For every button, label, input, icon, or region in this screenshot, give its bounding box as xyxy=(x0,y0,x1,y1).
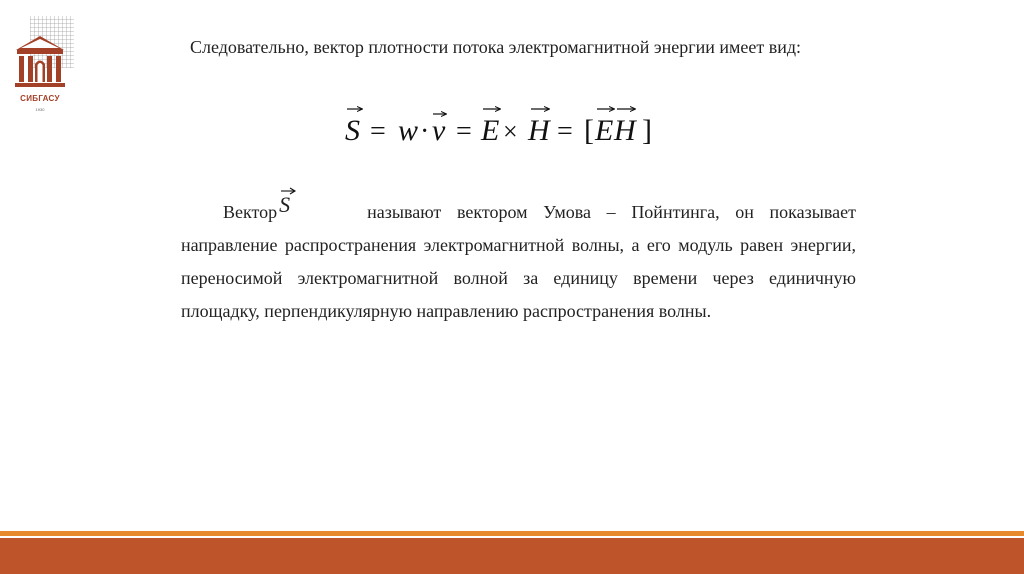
poynting-formula xyxy=(0,98,1024,158)
formula-eq-1: = xyxy=(370,116,386,147)
formula-w: w xyxy=(398,114,419,147)
first-word: Пойнтинга, xyxy=(631,202,720,222)
inline-vector-letter: S xyxy=(279,192,291,217)
first-word: – xyxy=(606,202,616,222)
paragraph-lead-word: Вектор xyxy=(223,202,278,222)
formula-v: v xyxy=(432,114,446,147)
formula-right-bracket: ] xyxy=(642,114,652,147)
first-word: называют xyxy=(367,202,442,222)
logo-year: 1930 xyxy=(35,107,45,112)
intro-text: Следовательно, вектор плотности потока электромагнитной энергии имеет вид: xyxy=(190,37,801,57)
formula-s: S xyxy=(345,114,360,147)
building-icon xyxy=(8,6,72,94)
formula-eq-2: = xyxy=(456,116,472,147)
first-word: показывает xyxy=(769,202,856,222)
paragraph-first-line xyxy=(181,192,856,229)
formula-eq-3: = xyxy=(557,116,573,147)
formula-dot: · xyxy=(420,116,430,147)
footer-accent-line xyxy=(0,531,1024,536)
first-word: вектором xyxy=(456,202,528,222)
formula-times: × xyxy=(503,117,518,146)
paragraph-first-words xyxy=(367,196,856,229)
formula-e2: E xyxy=(595,114,614,147)
first-word: он xyxy=(735,202,754,222)
footer-bar xyxy=(0,538,1024,574)
formula-h: H xyxy=(528,114,550,147)
first-word: Умова xyxy=(543,202,591,222)
paragraph-body: направление распространения электромагнитной волны, а его модуль равен энергии, переносимой электромагнитной волной за единицу времени через единичную площадку, перпендикулярную направлению распространения волны. xyxy=(181,235,856,321)
inline-vector-s xyxy=(279,186,339,217)
logo-name: СИБГАСУ xyxy=(20,94,60,103)
formula-h2: H xyxy=(614,114,636,147)
formula-left-bracket: [ xyxy=(584,114,594,147)
formula-e: E xyxy=(481,114,500,147)
definition-paragraph xyxy=(181,192,856,328)
